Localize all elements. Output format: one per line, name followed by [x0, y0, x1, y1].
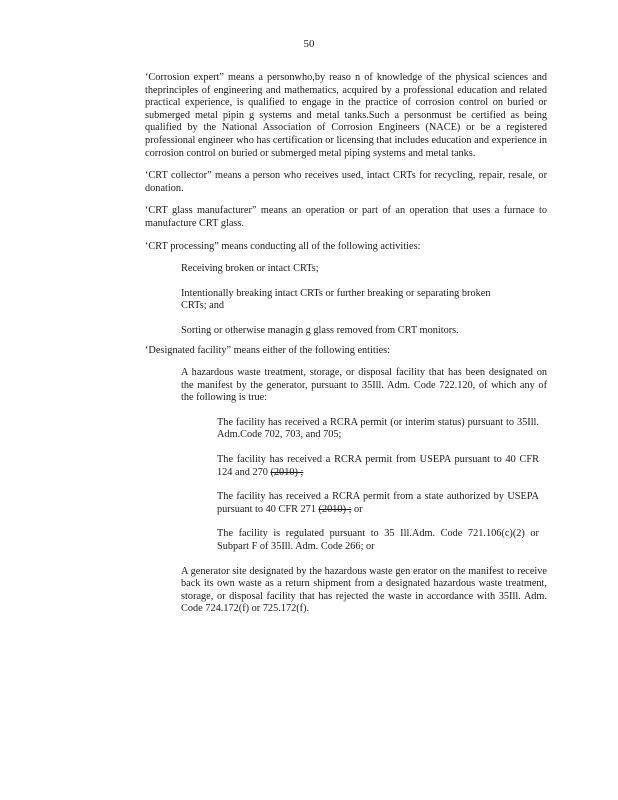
document-body: [145, 72, 547, 628]
designated-facility-part-a: A hazardous waste treatment, storage, or disposal facility that has been designated on the manifest by the generator, pursuant to 35Ill. Adm. Code 722.120, of which any of the following is true:: [181, 367, 547, 404]
definition-crt-collector: ‘CRT collector” means a person who receives used, intact CRTs for recycling, repair, resale, or donation.: [145, 170, 547, 194]
definition-crt-glass-manufacturer: ‘CRT glass manufacturer” means an operation or part of an operation that uses a furnace to manufacture CRT glass.: [145, 205, 547, 229]
page-number: 50: [303, 38, 315, 50]
crt-processing-item: Intentionally breaking intact CRTs or further breaking or separating broken CRTs; and: [181, 287, 491, 312]
definition-corrosion-expert: ‘Corrosion expert” means a personwho,by reaso n of knowledge of the physical sciences and theprinciples of engineering and mathematics, acquired by a professional education and related practical experience, is qualified to engage in the practice of corrosion control on buried or submerged metal pipin g systems and metal tanks.Such a personmust be certified as being qualified by the National Association of Corrosion Engineers (NACE) or be a registered professional engineer who has certification or licensing that includes education and experience in corrosion control on buried or submerged metal piping systems and metal tanks.: [145, 72, 547, 159]
struck-text: (2010) ;: [270, 466, 304, 478]
designated-facility-subitem: The facility has received a RCRA permit (or interim status) pursuant to 35Ill. Adm.Code 702, 703, and 705;: [217, 416, 539, 441]
designated-facility-subitem: The facility has received a RCRA permit from a state authorized by USEPA pursuant to 40 CFR 271 (2010) ; or: [217, 491, 539, 515]
designated-facility-subitem: The facility has received a RCRA permit from USEPA pursuant to 40 CFR 124 and 270 (2010) ;: [217, 454, 539, 478]
definition-crt-processing: ‘CRT processing” means conducting all of the following activities:: [145, 240, 421, 252]
crt-processing-item: Sorting or otherwise managin g glass removed from CRT monitors.: [181, 324, 459, 336]
crt-processing-item: Receiving broken or intact CRTs;: [181, 263, 319, 275]
struck-text: (2010) ;: [318, 503, 352, 515]
designated-facility-subitem: The facility is regulated pursuant to 35 Ill.Adm. Code 721.106(c)(2) or Subpart F of 35Ill. Adm. Code 266; or: [217, 528, 539, 553]
definition-designated-facility: ‘Designated facility” means either of the following entities:: [145, 344, 391, 356]
designated-facility-part-b: A generator site designated by the hazardous waste gen erator on the manifest to receive back its own waste as a return shipment from a designated hazardous waste treatment, storage, or disposal facility that has rejected the waste in accordance with 35Ill. Adm. Code 724.172(f) or 725.172(f).: [181, 565, 547, 615]
